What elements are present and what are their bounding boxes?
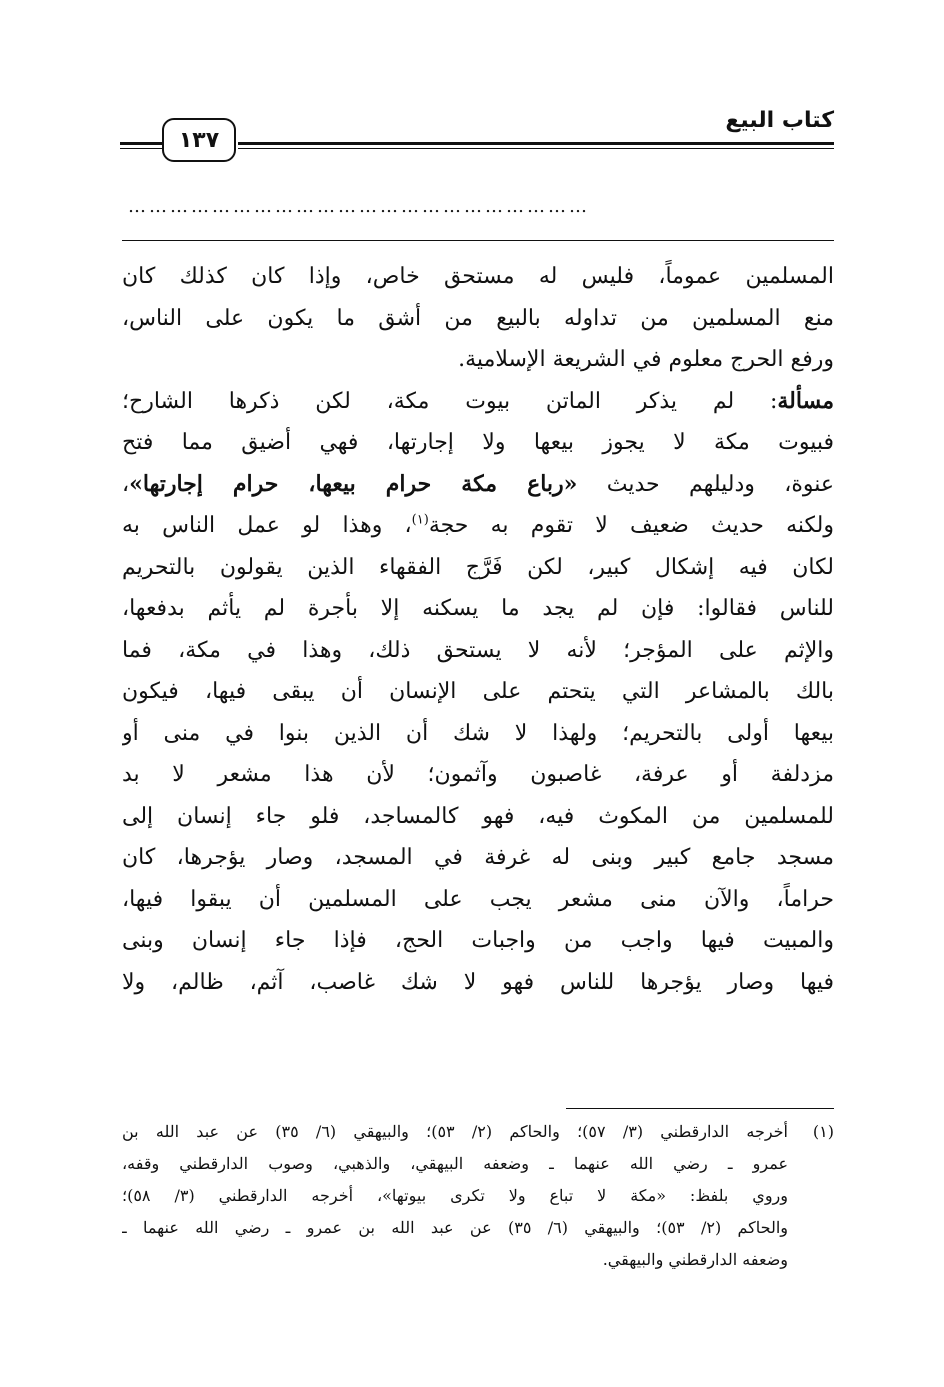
text-segment: عنوة، ودليلهم حديث (577, 471, 834, 497)
text-segment: ، وهذا لو عمل الناس به (122, 513, 412, 538)
text-line: المسلمين عموماً، فليس له مستحق خاص، وإذا كان كذلك كان (122, 264, 834, 289)
text-segment: : لم يذكر الماتن بيوت مكة، لكن ذكرها الشارح؛ (122, 388, 778, 414)
page-number: ١٣٧ (162, 118, 236, 162)
text-line: مسجد جامع كبير وبنى له غرفة في المسجد، وصار يؤجرها، كان (122, 845, 834, 870)
footnote-line: والحاكم (٢/ ٥٣)؛ والبيهقي (٦/ ٣٥) عن عبد الله بن عمرو ـ رضي الله عنهما ـ (122, 1218, 788, 1237)
text-line: مزدلفة أو عرفة، غاصبون وآثمون؛ لأن هذا مشعر لا بد (122, 762, 834, 787)
text-line (122, 381, 834, 423)
text-line: فبيوت مكة لا يجوز بيعها ولا إجارتها، فهي أضيق مما فتح (122, 430, 834, 455)
text-line: منع المسلمين من تداوله بالبيع من أشق ما يكون على الناس، (122, 305, 834, 331)
header-rule-left (120, 142, 162, 152)
text-line: فيها وصار يؤجرها للناس فهو لا شك غاصب، آثم، ظالم، ولا (122, 969, 834, 995)
text-line: لكان فيه إشكال كبير، لكن فَرَّج الفقهاء الذين يقولون بالتحريم (122, 554, 834, 580)
text-line: بيعها أولى بالتحريم؛ ولهذا لا شك أن الذين بنوا في منى أو (122, 720, 834, 746)
text-line: بالك بالمشاعر التي يتحتم على الإنسان أن يبقى فيها، فيكون (122, 679, 834, 704)
page-header (120, 108, 834, 168)
text-segment: ولكنه حديث ضعيف لا تقوم به حجة (428, 513, 834, 538)
hadith-quote: «رباع مكة حرام بيعها، حرام إجارتها» (129, 470, 578, 497)
footnote-mark: (١) (812, 1122, 834, 1141)
chapter-title: كتاب البيع (725, 108, 834, 133)
text-segment: ، (122, 471, 130, 497)
footnote-line: وضعفه الدارقطني والبيهقي. (602, 1250, 788, 1269)
text-line: للمسلمين من المكوث فيه، فهو كالمساجد، فلو جاء إنسان إلى (122, 803, 834, 829)
separator-dots: ………………………………………………………… (128, 196, 590, 217)
issue-heading: مسألة (777, 387, 834, 414)
footnote-rule (566, 1108, 834, 1109)
header-rule-right (238, 142, 834, 152)
text-line: ورفع الحرج معلوم في الشريعة الإسلامية. (458, 347, 834, 372)
footnote-line: أخرجه الدارقطني (٣/ ٥٧)؛ والحاكم (٢/ ٥٣)؛ والبيهقي (٦/ ٣٥) عن عبد الله بن (122, 1122, 788, 1141)
footnote-line: عمرو ـ رضي الله عنهما ـ وضعفه البيهقي، والذهبي، وصوب الدارقطني وقفه، (122, 1154, 788, 1173)
text-line (122, 464, 834, 506)
footnote-reference[interactable]: (١) (411, 512, 429, 528)
footnote-body (122, 1116, 788, 1276)
text-line: والمبيت فيها واجب من واجبات الحج، فإذا جاء إنسان وبنى (122, 928, 834, 953)
text-line: والإثم على المؤجر؛ لأنه لا يستحق ذلك، وهذا في مكة، فما (122, 637, 834, 663)
text-line: حراماً، والآن منى مشعر يجب على المسلمين أن يبقوا فيها، (122, 886, 834, 912)
top-rule (122, 240, 834, 241)
text-line (122, 505, 834, 547)
footnote (122, 1116, 834, 1276)
text-line: للناس فقالوا: فإن لم يجد ما يسكنه إلا بأجرة لم يأثم بدفعها، (122, 596, 834, 621)
body-text (122, 256, 834, 1003)
footnote-line: وروي بلفظ: «مكة لا تباع ولا تكرى بيوتها»، أخرجه الدارقطني (٣/ ٥٨)؛ (122, 1186, 788, 1205)
